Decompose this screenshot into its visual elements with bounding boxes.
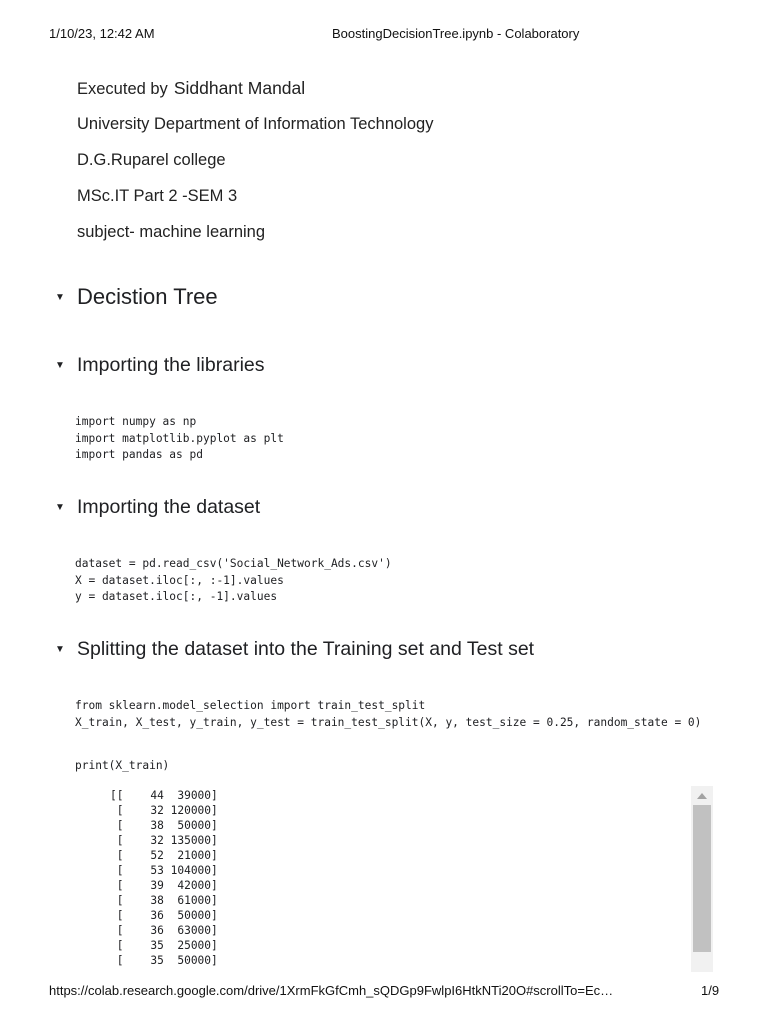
code-cell-split[interactable] (75, 698, 718, 731)
output-text: [[ 44 39000] [ 32 120000] [ 38 50000] [ 32 135000] [ 52 21000] [ 53 104000] [ 39 42000] [ 38 61000] [ 36 50000] [ 36 63000] [ 35 25000] [ 35 50000] (110, 789, 218, 967)
code-cell-libraries[interactable]: import numpy as np import matplotlib.pyplot as plt import pandas as pd (75, 415, 284, 461)
scroll-up-arrow-icon[interactable] (697, 793, 707, 799)
college-line: D.G.Ruparel college (77, 151, 226, 169)
section-title: Importing the dataset (77, 496, 261, 518)
executed-by-label: Executed by (77, 80, 168, 98)
course-line: MSc.IT Part 2 -SEM 3 (77, 187, 238, 205)
output-x-train (110, 788, 710, 971)
subject-line: subject- machine learning (77, 223, 266, 241)
print-document-title: BoostingDecisionTree.ipynb - Colaboratory (332, 26, 580, 41)
page-number: 1/9 (701, 983, 720, 998)
code-split-text: from sklearn.model_selection import train_test_split X_train, X_test, y_train, y_test = train_test_split(X, y, test_size = 0.25, random_state = 0) (75, 699, 702, 729)
collapse-caret-icon[interactable]: ▼ (55, 360, 65, 371)
section-decision-tree[interactable] (55, 284, 218, 310)
code-cell-print[interactable]: print(X_train) (75, 759, 170, 772)
print-header (0, 26, 768, 44)
section-title: Importing the libraries (77, 354, 265, 376)
print-datetime: 1/10/23, 12:42 AM (49, 26, 155, 41)
section-importing-libraries[interactable] (55, 354, 265, 377)
section-splitting[interactable] (55, 638, 534, 661)
page-url: https://colab.research.google.com/drive/1XrmFkGfCmh_sQDGp9FwlpI6HtkNTi20O#scrollTo=Ec… (49, 983, 614, 998)
executed-by-line (77, 78, 305, 99)
code-cell-dataset[interactable]: dataset = pd.read_csv('Social_Network_Ads.csv') X = dataset.iloc[:, :-1].values y = dataset.iloc[:, -1].values (75, 557, 392, 603)
print-footer (0, 983, 768, 1001)
section-title: Decistion Tree (77, 284, 218, 309)
author-name: Siddhant Mandal (173, 78, 306, 98)
collapse-caret-icon[interactable]: ▼ (55, 291, 65, 303)
section-title: Splitting the dataset into the Training set and Test set (77, 638, 535, 660)
collapse-caret-icon[interactable]: ▼ (55, 502, 65, 513)
department-line: University Department of Information Technology (77, 115, 434, 133)
scrollbar-thumb[interactable] (693, 805, 711, 952)
collapse-caret-icon[interactable]: ▼ (55, 644, 65, 655)
output-scrollbar[interactable] (691, 786, 713, 972)
section-importing-dataset[interactable] (55, 496, 260, 519)
